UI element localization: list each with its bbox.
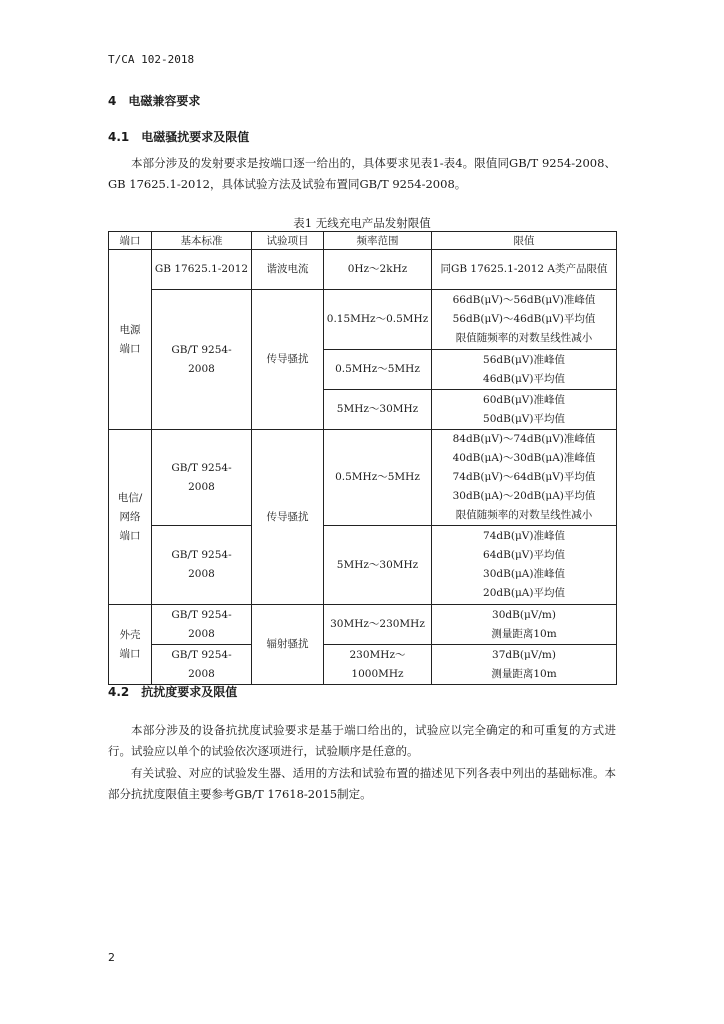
document-code: T/CA 102-2018 bbox=[108, 53, 195, 66]
table-row bbox=[109, 250, 617, 290]
limit-line: 56dB(μV)～46dB(μV)平均值 bbox=[452, 313, 596, 325]
power-band-2-freq: 0.5MHz～5MHz bbox=[324, 350, 432, 390]
limit-line: 60dB(μV)准峰值 bbox=[483, 393, 565, 406]
power-band-1-limit bbox=[432, 290, 617, 350]
header-limit: 限值 bbox=[432, 232, 617, 250]
table-row bbox=[109, 605, 617, 645]
harmonic-standard: GB 17625.1-2012 bbox=[152, 250, 252, 290]
limit-line: 74dB(μV)～64dB(μV)平均值 bbox=[452, 471, 596, 483]
limit-line: 46dB(μV)平均值 bbox=[483, 372, 565, 385]
limit-line: 50dB(μV)平均值 bbox=[483, 412, 565, 425]
telecom-band-2-standard: GB/T 9254-2008 bbox=[152, 526, 252, 605]
header-standard: 基本标准 bbox=[152, 232, 252, 250]
power-port-cell: 电源端口 bbox=[109, 250, 152, 430]
power-band-2-limit bbox=[432, 350, 617, 390]
telecom-band-1-freq: 0.5MHz～5MHz bbox=[324, 430, 432, 526]
limit-line: 30dB(μA)～20dB(μA)平均值 bbox=[452, 490, 596, 502]
table-row bbox=[109, 526, 617, 605]
limit-line: 37dB(μV/m) bbox=[492, 648, 556, 661]
header-port: 端口 bbox=[109, 232, 152, 250]
power-band-3-limit bbox=[432, 390, 617, 430]
enclosure-radiated-item: 辐射骚扰 bbox=[252, 605, 324, 685]
power-band-3-freq: 5MHz～30MHz bbox=[324, 390, 432, 430]
section-4-1-paragraph: 本部分涉及的发射要求是按端口逐一给出的，具体要求见表1-表4。限值同GB/T 9254-2008、GB 17625.1-2012，具体试验方法及试验布置同GB/T 9254-2008。 bbox=[108, 156, 616, 191]
page-number: 2 bbox=[108, 951, 115, 964]
limit-line: 20dB(μA)平均值 bbox=[483, 587, 565, 599]
enclosure-band-2-freq: 230MHz～1000MHz bbox=[324, 645, 432, 685]
enclosure-port-cell: 外壳端口 bbox=[109, 605, 152, 685]
limit-line: 限值随频率的对数呈线性减小 bbox=[455, 509, 593, 521]
header-test-item: 试验项目 bbox=[252, 232, 324, 250]
telecom-band-2-limit bbox=[432, 526, 617, 605]
section-4-2-paragraph-1: 本部分涉及的设备抗扰度试验要求是基于端口给出的，试验应以完全确定的和可重复的方式进行。试验应以单个的试验依次逐项进行，试验顺序是任意的。 bbox=[108, 723, 616, 758]
enclosure-band-1-limit bbox=[432, 605, 617, 645]
table-row bbox=[109, 290, 617, 350]
power-conducted-item: 传导骚扰 bbox=[252, 290, 324, 430]
limit-line: 56dB(μV)准峰值 bbox=[483, 353, 565, 366]
section-4-title: 4 电磁兼容要求 bbox=[108, 94, 201, 108]
telecom-port-cell: 电信/网络端口 bbox=[109, 430, 152, 605]
harmonic-freq: 0Hz～2kHz bbox=[324, 250, 432, 290]
enclosure-band-1-freq: 30MHz～230MHz bbox=[324, 605, 432, 645]
enclosure-band-2-standard: GB/T 9254-2008 bbox=[152, 645, 252, 685]
harmonic-limit: 同GB 17625.1-2012 A类产品限值 bbox=[432, 250, 617, 290]
header-frequency: 频率范围 bbox=[324, 232, 432, 250]
section-4-2-title: 4.2 抗扰度要求及限值 bbox=[108, 685, 238, 699]
table-row bbox=[109, 645, 617, 685]
section-4-2-paragraph-2: 有关试验、对应的试验发生器、适用的方法和试验布置的描述见下列各表中列出的基础标准。本部分抗扰度限值主要参考GB/T 17618-2015制定。 bbox=[108, 766, 616, 801]
telecom-conducted-item: 传导骚扰 bbox=[252, 430, 324, 605]
enclosure-band-2-limit bbox=[432, 645, 617, 685]
limit-line: 40dB(μA)～30dB(μA)准峰值 bbox=[452, 452, 596, 464]
telecom-band-2-freq: 5MHz～30MHz bbox=[324, 526, 432, 605]
limit-line: 66dB(μV)～56dB(μV)准峰值 bbox=[452, 294, 596, 306]
harmonic-item: 谐波电流 bbox=[252, 250, 324, 290]
limit-line: 30dB(μV/m) bbox=[492, 608, 556, 621]
telecom-band-1-standard: GB/T 9254-2008 bbox=[152, 430, 252, 526]
limit-line: 30dB(μA)准峰值 bbox=[483, 568, 565, 580]
table-caption: 表1 无线充电产品发射限值 bbox=[293, 216, 431, 230]
table-row bbox=[109, 430, 617, 526]
limit-line: 74dB(μV)准峰值 bbox=[483, 530, 565, 542]
limit-line: 64dB(μV)平均值 bbox=[483, 549, 565, 561]
limit-line: 测量距离10m bbox=[491, 627, 557, 640]
limit-line: 限值随频率的对数呈线性减小 bbox=[455, 332, 593, 344]
table-header-row bbox=[109, 232, 617, 250]
power-conducted-standard: GB/T 9254-2008 bbox=[152, 290, 252, 430]
emission-limits-table bbox=[108, 231, 617, 685]
power-band-1-freq: 0.15MHz～0.5MHz bbox=[324, 290, 432, 350]
limit-line: 测量距离10m bbox=[491, 667, 557, 680]
telecom-band-1-limit bbox=[432, 430, 617, 526]
enclosure-band-1-standard: GB/T 9254-2008 bbox=[152, 605, 252, 645]
section-4-1-title: 4.1 电磁骚扰要求及限值 bbox=[108, 130, 250, 144]
limit-line: 84dB(μV)～74dB(μV)准峰值 bbox=[452, 433, 596, 445]
